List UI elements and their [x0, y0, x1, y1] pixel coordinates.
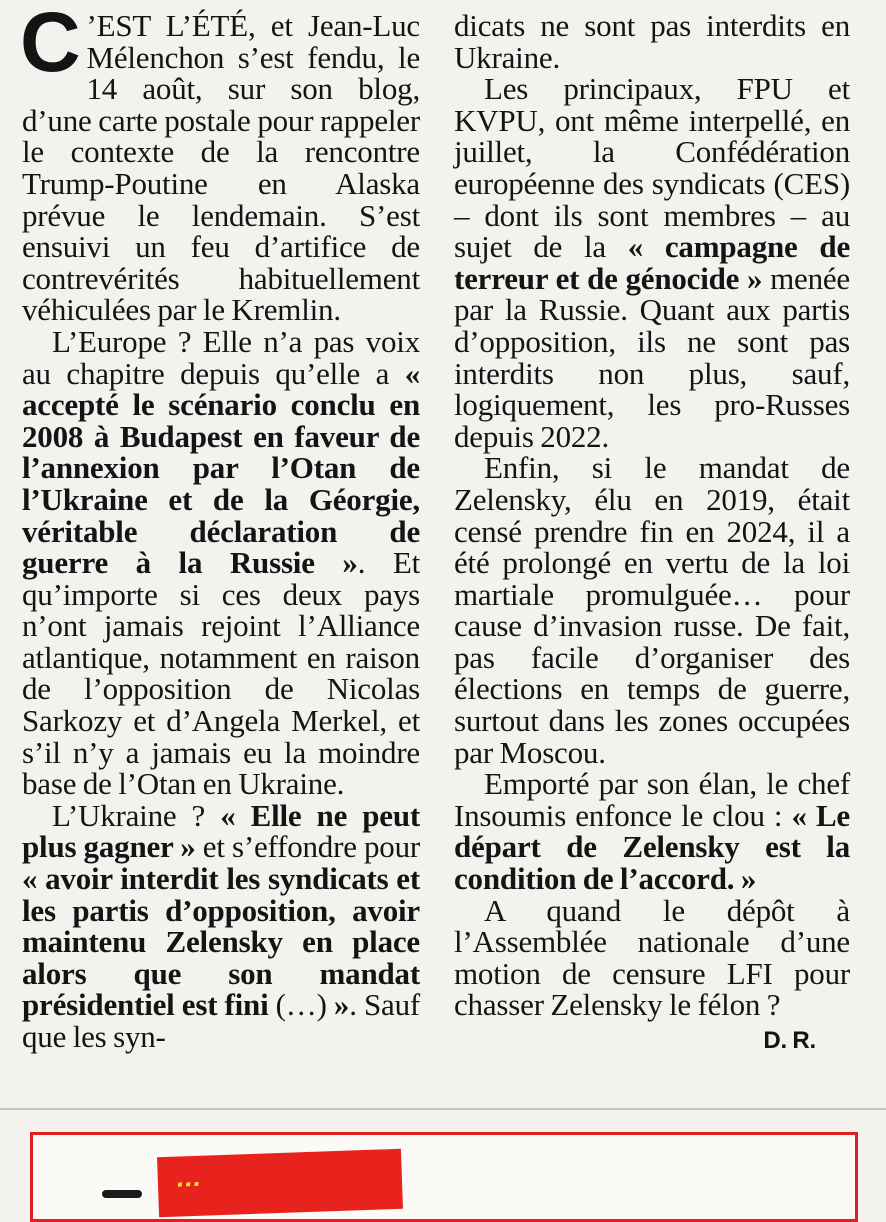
advertisement-box	[30, 1132, 858, 1222]
advertisement-banner	[157, 1149, 403, 1217]
drop-cap: C	[20, 0, 81, 89]
unions-text-a: Les principaux, FPU et KVPU, ont même interpellé, en juillet, la Confédération européenne des syndicats (CES) – dont ils sont membres – au sujet de la	[454, 71, 850, 265]
paragraph-continued	[454, 10, 850, 73]
paragraph-insoumis	[454, 766, 850, 897]
europe-text-a: L’Europe ? Elle n’a pas voix au chapitre depuis qu’elle a	[22, 323, 420, 391]
ukraine-quote-b: « avoir interdit les syndicats et les partis d’opposition, avoir maintenu Zelensky en place alors que son mandat présidentiel est fini	[22, 861, 420, 1023]
insoumis-text: Emporté par son élan, le chef Insoumis enfonce le clou :	[454, 766, 850, 833]
section-divider	[0, 1108, 886, 1110]
unions-quote: « campagne de terreur et de génocide »	[454, 229, 850, 296]
ukraine-text-b: et s’effondre pour	[195, 829, 420, 865]
article-column-right	[454, 10, 850, 1057]
europe-text-b: . Et qu’importe si ces deux pays n’ont jamais rejoint l’Alliance atlantique, notamment en raison de l’opposition de Nicolas Sarkozy et d’Angela Merkel, et s’il n’y a jamais eu la moindre base de l’Otan en Ukraine.	[22, 545, 420, 802]
author-signature: D. R.	[763, 1027, 816, 1054]
advertisement-label: …	[175, 1161, 203, 1193]
europe-quote: « accepté le scénario conclu en 2008 à Budapest en faveur de l’annexion par l’Otan de l’Ukraine et de la Géorgie, véritable déclaration de guerre à la Russie »	[22, 355, 420, 581]
ukraine-text-d: . Sauf que les syn-	[22, 987, 420, 1054]
insoumis-quote: « Le départ de Zelensky est la condition de l’accord. »	[454, 797, 850, 897]
paragraph-mandate	[454, 452, 850, 768]
article-column-left	[20, 0, 420, 1054]
ukraine-text-a: L’Ukraine ?	[52, 797, 221, 833]
paragraph-intro	[20, 0, 420, 328]
intro-text: ’EST L’ÉTÉ, et Jean-Luc Mélenchon s’est fendu, le 14 août, sur son blog, d’une carte postale pour rappeler le contexte de la rencontre Trump-Poutine en Alaska prévue le lendemain. S’est ensuivi un feu d’artifice de contrevérités habituellement véhiculées par le Kremlin.	[22, 8, 420, 328]
ukraine-quote-a: « Elle ne peut plus gagner »	[22, 797, 420, 865]
paragraph-ukraine	[22, 797, 420, 1054]
paragraph-unions	[454, 73, 850, 452]
paragraph-europe	[22, 323, 420, 802]
conclusion-text: A quand le dépôt à l’Assemblée nationale d’une motion de censure LFI pour chasser Zelensky le félon ?	[454, 892, 850, 1023]
unions-text-b: menée par la Russie. Quant aux partis d’opposition, ils ne sont pas interdits non plus, sauf, logiquement, les pro-Russes depuis 2022.	[454, 260, 850, 454]
mandate-text: Enfin, si le mandat de Zelensky, élu en 2019, était censé prendre fin en 2024, il a été prolongé en vertu de la loi martiale promulguée… pour cause d’invasion russe. De fait, pas facile d’organiser des élections en temps de guerre, surtout dans les zones occupées par Moscou.	[454, 450, 850, 770]
continued-text: dicats ne sont pas interdits en Ukraine.	[454, 8, 850, 75]
ukraine-quote-c: »	[333, 987, 350, 1023]
paragraph-conclusion	[454, 892, 850, 1023]
ukraine-text-c: (…)	[268, 987, 334, 1023]
advertisement-logo-fragment	[102, 1190, 142, 1198]
